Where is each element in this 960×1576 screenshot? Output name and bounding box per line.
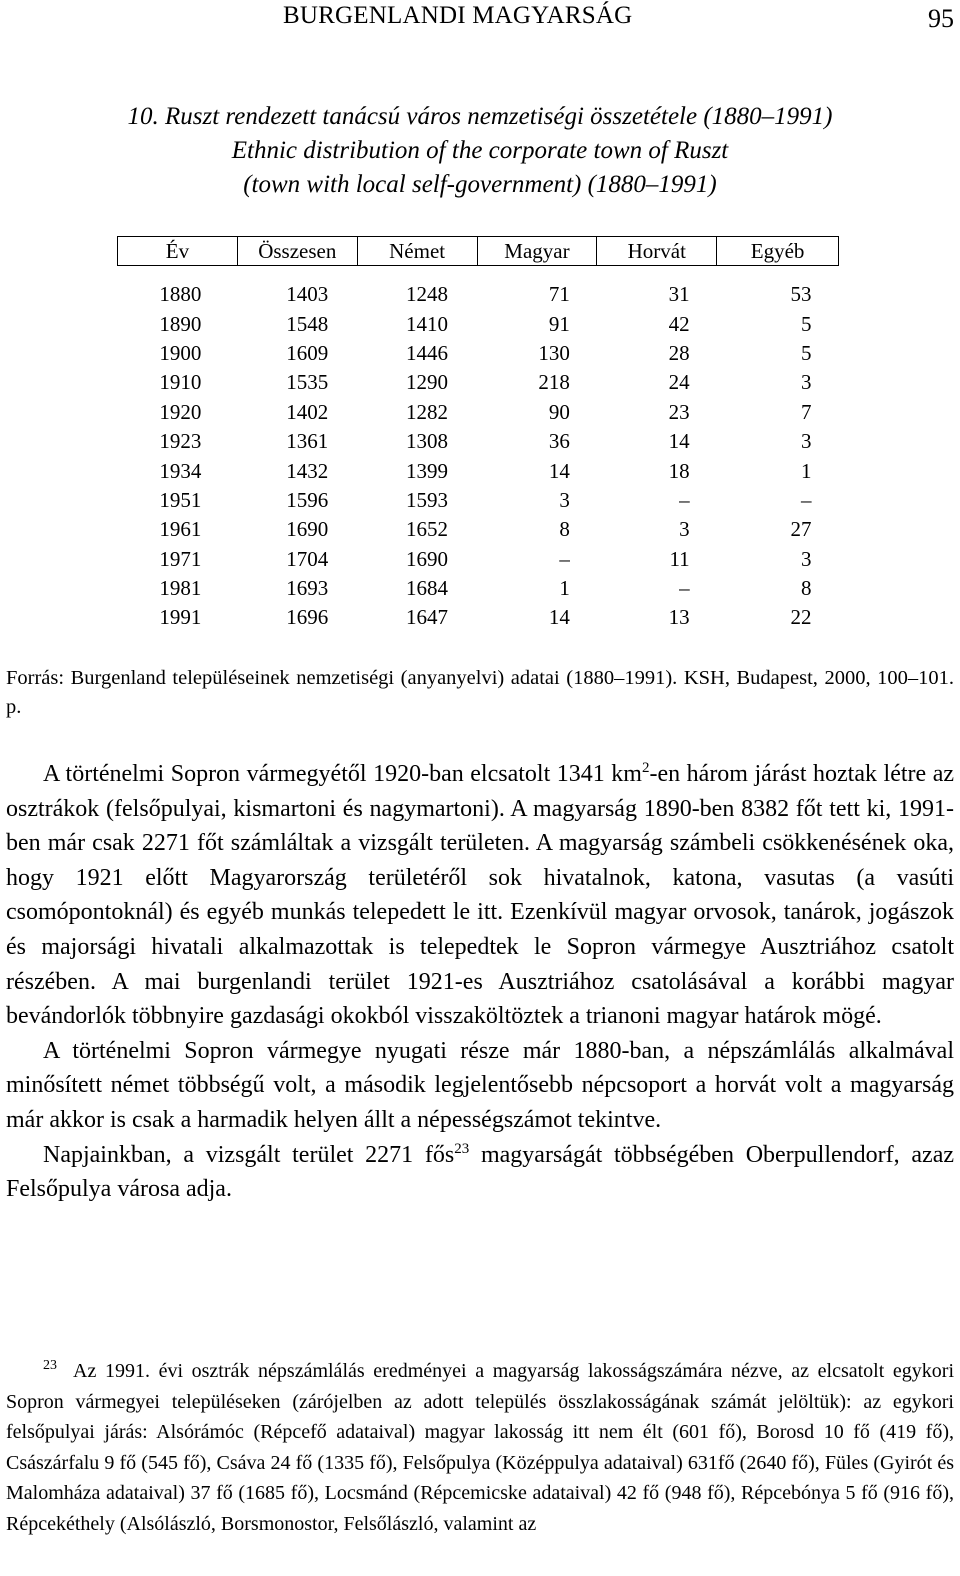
- table-row: [118, 515, 839, 544]
- cell-croatian: 31: [668, 282, 690, 307]
- paragraph-3-text-a: Napjainkban, a vizsgált terület 2271 fős: [43, 1141, 455, 1168]
- header-german: Német: [357, 237, 477, 266]
- header-hungarian: Magyar: [477, 237, 597, 266]
- cell-year: 1981: [159, 576, 202, 601]
- cell-croatian: 3: [679, 517, 690, 542]
- cell-other: 27: [790, 517, 812, 542]
- cell-other: 7: [801, 399, 812, 424]
- cell-hungarian: 71: [548, 282, 570, 307]
- cell-total: 1535: [286, 370, 329, 395]
- cell-hungarian: 90: [548, 399, 570, 424]
- paragraph-1-text-a: A történelmi Sopron vármegyétől 1920-ban elcsatolt 1341 km: [43, 761, 642, 787]
- caption-line-hungarian: 10. Ruszt rendezett tanácsú város nemzetiségi összetétele (1880–1991): [127, 103, 833, 130]
- body-text: [6, 757, 954, 1207]
- paragraph-3-text-b: magyarságát többségében Oberpullendorf, azaz Felsőpulya városa adja.: [6, 1141, 954, 1203]
- cell-total: 1596: [286, 487, 329, 512]
- footnote-text: Az 1991. évi osztrák népszámlálás eredményei a magyarság lakosságszámára nézve, az elcsatolt egykori Sopron vármegyei településeken (zárójelben az adott település összlakosságának számát jelöltük): az egykori felsőpulyai járás: Alsórámóc (Répcefő adataival) magyar lakosság itt nem élt (601 fő), Borosd 10 fő (419 fő), Császárfalu 9 fő (545 fő), Csáva 24 fő (1335 fő), Felsőpulya (Középpulya adataival) 631fő (2640 fő), Füles (Gyirót és Malomháza adataival) 37 fő (1685 fő), Locsmánd (Répcemicske adataival) 42 fő (948 fő), Répcebónya 5 fő (916 fő), Répcekéthely (Alsólászló, Borsmonostor, Felsőlászló, valamint az: [6, 1360, 954, 1535]
- cell-year: 1910: [159, 370, 202, 395]
- cell-other: 5: [801, 340, 812, 365]
- table-row: [118, 266, 839, 310]
- cell-german: 1399: [406, 458, 449, 483]
- cell-croatian: 23: [668, 399, 690, 424]
- cell-croatian: 24: [668, 370, 690, 395]
- cell-total: 1690: [286, 517, 329, 542]
- footnote: [6, 1356, 954, 1539]
- cell-other: 5: [801, 311, 812, 336]
- cell-hungarian: 130: [538, 340, 570, 365]
- table-caption: [0, 100, 960, 202]
- cell-german: 1248: [406, 282, 449, 307]
- cell-german: 1282: [406, 399, 449, 424]
- cell-year: 1934: [159, 458, 202, 483]
- caption-line-english: Ethnic distribution of the corporate town of Ruszt: [231, 137, 729, 164]
- cell-croatian: 18: [668, 458, 690, 483]
- table-row: [118, 574, 839, 603]
- cell-hungarian: 3: [559, 487, 570, 512]
- table-body: [118, 266, 839, 633]
- cell-hungarian: –: [559, 546, 570, 571]
- cell-other: 8: [801, 576, 812, 601]
- cell-year: 1880: [159, 282, 202, 307]
- cell-other: 3: [801, 546, 812, 571]
- ethnic-distribution-table: [117, 236, 839, 633]
- source-note: Forrás: Burgenland településeinek nemzetiségi (anyanyelvi) adatai (1880–1991). KSH, Budapest, 2000, 100–101. p.: [6, 667, 954, 718]
- cell-hungarian: 8: [559, 517, 570, 542]
- cell-year: 1991: [159, 605, 202, 630]
- cell-total: 1432: [286, 458, 329, 483]
- cell-croatian: –: [679, 487, 690, 512]
- running-title: BURGENLANDI MAGYARSÁG: [283, 2, 633, 29]
- cell-year: 1890: [159, 311, 202, 336]
- cell-year: 1961: [159, 517, 202, 542]
- cell-total: 1361: [286, 429, 329, 454]
- cell-german: 1593: [406, 487, 449, 512]
- cell-total: 1548: [286, 311, 329, 336]
- cell-year: 1920: [159, 399, 202, 424]
- cell-year: 1900: [159, 340, 202, 365]
- cell-total: 1403: [286, 282, 329, 307]
- table-row: [118, 545, 839, 574]
- cell-german: 1647: [406, 605, 449, 630]
- footnote-mark: 23: [43, 1358, 57, 1374]
- superscript-squared: 2: [641, 760, 650, 776]
- cell-total: 1693: [286, 576, 329, 601]
- body-paragraph-2: A történelmi Sopron vármegye nyugati része már 1880-ban, a népszámlálás alkalmával minősített német többségű volt, a második legjelentősebb népcsoport a horvát volt a magyarság már akkor is csak a harmadik helyen állt a népességszámot tekintve.: [6, 1037, 954, 1133]
- cell-german: 1308: [406, 429, 449, 454]
- cell-german: 1410: [406, 311, 449, 336]
- cell-croatian: 42: [668, 311, 690, 336]
- cell-other: 53: [790, 282, 812, 307]
- table-row: [118, 456, 839, 485]
- body-paragraph-3: [6, 1138, 954, 1207]
- cell-other: 1: [801, 458, 812, 483]
- table-row: [118, 398, 839, 427]
- cell-german: 1446: [406, 340, 449, 365]
- cell-other: 22: [790, 605, 812, 630]
- cell-hungarian: 14: [548, 458, 570, 483]
- header-croatian: Horvát: [597, 237, 717, 266]
- cell-other: 3: [801, 429, 812, 454]
- table-row: [118, 427, 839, 456]
- cell-year: 1951: [159, 487, 202, 512]
- table-row: [118, 486, 839, 515]
- cell-year: 1971: [159, 546, 202, 571]
- page-number: 95: [928, 4, 954, 33]
- cell-other: –: [801, 487, 812, 512]
- cell-croatian: –: [679, 576, 690, 601]
- header-year: Év: [118, 237, 238, 266]
- cell-hungarian: 91: [548, 311, 570, 336]
- footnote-reference[interactable]: 23: [454, 1140, 470, 1157]
- table-header-row: [118, 237, 839, 266]
- cell-german: 1652: [406, 517, 449, 542]
- cell-hungarian: 36: [548, 429, 570, 454]
- header-other: Egyéb: [717, 237, 839, 266]
- cell-german: 1684: [406, 576, 449, 601]
- cell-hungarian: 1: [559, 576, 570, 601]
- cell-total: 1609: [286, 340, 329, 365]
- table-row: [118, 368, 839, 397]
- cell-other: 3: [801, 370, 812, 395]
- cell-year: 1923: [159, 429, 202, 454]
- cell-croatian: 13: [668, 605, 690, 630]
- table-row: [118, 603, 839, 632]
- cell-croatian: 14: [668, 429, 690, 454]
- cell-hungarian: 14: [548, 605, 570, 630]
- cell-total: 1696: [286, 605, 329, 630]
- cell-total: 1704: [286, 546, 329, 571]
- cell-german: 1690: [406, 546, 449, 571]
- cell-croatian: 28: [668, 340, 690, 365]
- cell-total: 1402: [286, 399, 329, 424]
- header-total: Összesen: [237, 237, 357, 266]
- paragraph-1-text-b: -en három járást hoztak létre az osztrákok (felsőpulyai, kismartoni és nagymartoni). A magyarság 1890-ben 8382 főt tett ki, 1991-ben már csak 2271 főt számláltak a vizsgált területen. A magyarság számbeli csökkenésének oka, hogy 1921 előtt Magyarország területéről sok hivatalnok, katona, vasutas (a vasúti csomópontoknál) és egyéb munkás telepedett le itt. Ezenkívül magyar orvosok, tanárok, jogászok és majorsági hivatali alkalmazottak is telepedtek le Sopron vármegye Ausztriához csatolt részében. A mai burgenlandi terület 1921-es Ausztriához csatolásával a korábbi magyar bevándorlók többnyire gazdasági okokból visszaköltöztek a trianoni magyar határok mögé.: [6, 761, 955, 1030]
- body-paragraph-1: [6, 757, 954, 1034]
- cell-hungarian: 218: [538, 370, 570, 395]
- cell-german: 1290: [406, 370, 449, 395]
- table-row: [118, 309, 839, 338]
- table-row: [118, 339, 839, 368]
- caption-line-english-sub: (town with local self-government) (1880–1991): [243, 171, 717, 198]
- cell-croatian: 11: [669, 546, 690, 571]
